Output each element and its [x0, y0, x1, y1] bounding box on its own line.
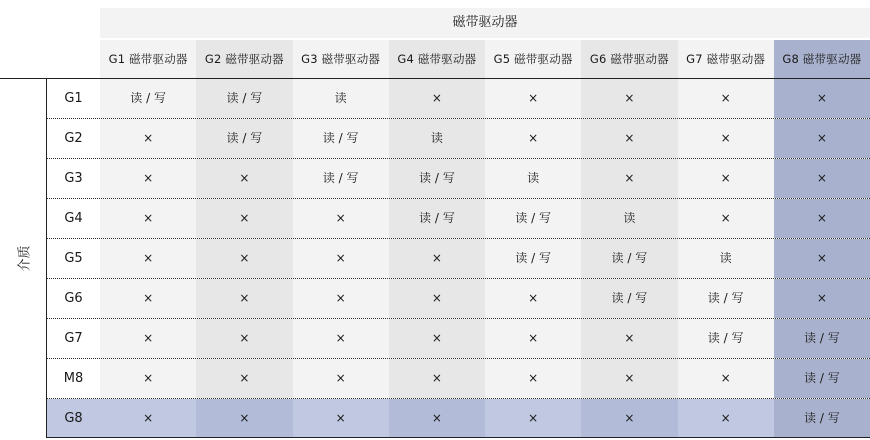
media-axis-label	[0, 78, 46, 438]
table-cell: ×	[100, 359, 196, 398]
table-cell: ×	[100, 159, 196, 198]
table-cell: 读 / 写	[100, 79, 196, 118]
table-cell: ×	[389, 399, 485, 438]
table-cell: ×	[774, 239, 870, 278]
table-cell: 读	[293, 79, 389, 118]
table-cell: ×	[774, 159, 870, 198]
column-header-g8: G8 磁带驱动器	[774, 40, 870, 78]
table-cell: 读 / 写	[196, 79, 292, 118]
table-cell: 读 / 写	[774, 359, 870, 398]
table-cell: 读	[485, 159, 581, 198]
table-row	[47, 119, 870, 159]
table-cell: ×	[293, 399, 389, 438]
table-cell: ×	[293, 319, 389, 358]
column-header-g5: G5 磁带驱动器	[485, 40, 581, 78]
table-cell: 读 / 写	[678, 279, 774, 318]
table-cell: ×	[581, 119, 677, 158]
table-cell: ×	[293, 239, 389, 278]
table-cell: ×	[100, 319, 196, 358]
table-cell: ×	[485, 119, 581, 158]
column-header-g7: G7 磁带驱动器	[678, 40, 774, 78]
table-cell: ×	[581, 359, 677, 398]
row-label: G8	[47, 399, 100, 438]
row-label: G1	[64, 91, 83, 106]
row-label: G5	[64, 251, 83, 266]
table-cell: ×	[678, 199, 774, 238]
table-cell: ×	[196, 399, 292, 438]
table-cell: ×	[774, 199, 870, 238]
table-cell: ×	[389, 359, 485, 398]
table-cell: ×	[678, 399, 774, 438]
table-cell: 读 / 写	[196, 119, 292, 158]
table-row	[47, 279, 870, 319]
table-cell: 读	[581, 199, 677, 238]
table-cell: ×	[196, 159, 292, 198]
table-row	[47, 79, 870, 119]
table-cell: ×	[100, 119, 196, 158]
table-cell: ×	[485, 359, 581, 398]
table-cell: ×	[581, 399, 677, 438]
table-cell: ×	[293, 279, 389, 318]
table-row	[47, 399, 870, 439]
table-cell: ×	[196, 199, 292, 238]
table-bottom-rule	[46, 437, 870, 438]
row-label: G3	[64, 171, 83, 186]
table-cell: 读	[678, 239, 774, 278]
table-cell: ×	[196, 319, 292, 358]
table-cell: 读 / 写	[774, 399, 870, 438]
table-cell: 读 / 写	[389, 199, 485, 238]
table-cell: ×	[485, 79, 581, 118]
row-label: G7	[64, 331, 83, 346]
table-cell: ×	[389, 79, 485, 118]
row-label: G6	[64, 291, 83, 306]
table-cell: ×	[196, 279, 292, 318]
table-cell: ×	[100, 279, 196, 318]
table-cell: 读 / 写	[581, 279, 677, 318]
table-cell: ×	[389, 239, 485, 278]
table-cell: 读	[389, 119, 485, 158]
table-cell: 读 / 写	[485, 199, 581, 238]
table-cell: 读 / 写	[678, 319, 774, 358]
column-header-g4: G4 磁带驱动器	[389, 40, 485, 78]
table-cell: ×	[774, 119, 870, 158]
table-cell: ×	[485, 319, 581, 358]
table-cell: 读 / 写	[389, 159, 485, 198]
table-cell: 读 / 写	[581, 239, 677, 278]
table-cell: ×	[100, 399, 196, 438]
table-cell: 读 / 写	[293, 119, 389, 158]
table-cell: ×	[389, 279, 485, 318]
table-cell: ×	[774, 79, 870, 118]
row-label: M8	[63, 371, 84, 386]
table-cell: ×	[196, 239, 292, 278]
column-header-g2: G2 磁带驱动器	[196, 40, 292, 78]
table-cell: ×	[581, 319, 677, 358]
tape-drive-group-header: 磁带驱动器	[100, 8, 870, 38]
table-row	[47, 199, 870, 239]
table-cell: 读 / 写	[293, 159, 389, 198]
table-cell: ×	[678, 119, 774, 158]
table-cell: ×	[293, 359, 389, 398]
table-row	[47, 239, 870, 279]
column-header-g3: G3 磁带驱动器	[293, 40, 389, 78]
table-cell: ×	[774, 279, 870, 318]
column-header-g1: G1 磁带驱动器	[100, 40, 196, 78]
table-cell: ×	[485, 279, 581, 318]
table-cell: ×	[389, 319, 485, 358]
row-label: G4	[64, 211, 83, 226]
table-row	[47, 159, 870, 199]
table-cell: 读 / 写	[774, 319, 870, 358]
media-axis-label-text: 介质	[17, 244, 33, 272]
table-cell: ×	[678, 79, 774, 118]
table-cell: ×	[485, 399, 581, 438]
table-cell: ×	[581, 79, 677, 118]
table-row	[47, 319, 870, 359]
table-cell: 读 / 写	[485, 239, 581, 278]
column-header-g6: G6 磁带驱动器	[581, 40, 677, 78]
table-cell: ×	[293, 199, 389, 238]
table-cell: ×	[581, 159, 677, 198]
table-cell: ×	[196, 359, 292, 398]
table-row	[47, 359, 870, 399]
table-cell: ×	[100, 199, 196, 238]
table-cell: ×	[678, 159, 774, 198]
table-cell: ×	[100, 239, 196, 278]
table-cell: ×	[678, 359, 774, 398]
row-label: G2	[64, 131, 83, 146]
